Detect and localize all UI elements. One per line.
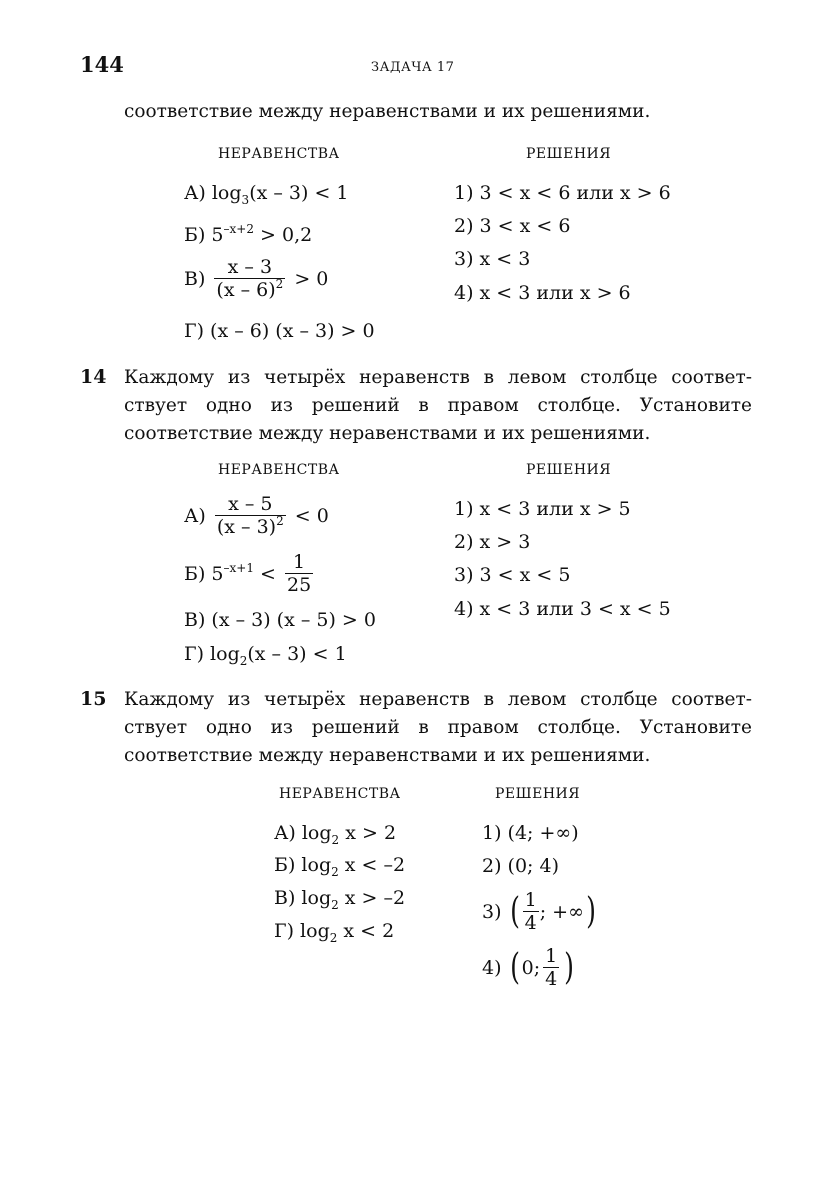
- text-line: Каждому из четырёх неравенств в левом столбце соответ-: [124, 367, 752, 388]
- text-line: ствует одно из решений в правом столбце. Установите: [124, 717, 752, 738]
- text-line: соответствие между неравенствами и их решениями.: [124, 423, 651, 444]
- t15-ineq-v: В) $\log_2 x > -2$: [274, 887, 406, 912]
- task14-statement: [124, 364, 752, 448]
- fraction: $\frac{1}{4}$: [524, 889, 537, 934]
- t13-solution-2: 2) 3 < x < 6: [454, 215, 571, 237]
- t13-solution-4: 4) x < 3 или x > 6: [454, 282, 631, 304]
- solutions-header: РЕШЕНИЯ: [526, 146, 612, 162]
- right-paren: ): [564, 947, 575, 988]
- t14-solution-2: 2) x > 3: [454, 531, 531, 553]
- t15-solution-2: 2) (0; 4): [482, 855, 559, 877]
- t14-solution-4: 4) x < 3 или 3 < x < 5: [454, 598, 671, 620]
- t14-ineq-v: В) (x – 3) (x – 5) > 0: [184, 609, 376, 631]
- task14-number: 14: [80, 366, 107, 388]
- fraction: $\frac{1}{25}$: [287, 551, 312, 596]
- t15-ineq-g: Г) $\log_2 x < 2$: [274, 920, 395, 945]
- t14-solution-1: 1) x < 3 или x > 5: [454, 498, 631, 520]
- fraction: $\frac{x - 5}{(x - 3)^2}$: [216, 493, 284, 538]
- t15-ineq-a: А) $\log_2 x > 2$: [274, 822, 397, 847]
- right-paren: ): [586, 891, 596, 932]
- t14-ineq-b: Б) $5^{-x+1}$ < $\frac{1}{25}$: [184, 551, 312, 596]
- t15-ineq-b: Б) $\log_2 x < -2$: [274, 854, 406, 879]
- solutions-header: РЕШЕНИЯ: [526, 462, 612, 478]
- left-paren: (: [509, 947, 520, 988]
- text-line: соответствие между неравенствами и их решениями.: [124, 101, 651, 122]
- t13-ineq-b: Б) $5^{-x+2} > 0,2$: [184, 222, 313, 246]
- text-line: ствует одно из решений в правом столбце. Установите: [124, 395, 752, 416]
- left-paren: (: [509, 891, 520, 932]
- inequalities-header: НЕРАВЕНСТВА: [279, 786, 401, 802]
- text-line: соответствие между неравенствами и их решениями.: [124, 745, 651, 766]
- task15-number: 15: [80, 688, 107, 710]
- task13-continuation: [124, 98, 752, 126]
- t15-solution-3: 3) ( $\frac{1}{4}$ ; +∞): [482, 889, 596, 934]
- t15-solution-4: 4) ( 0; $\frac{1}{4}$ ): [482, 945, 575, 990]
- inequalities-header: НЕРАВЕНСТВА: [218, 146, 340, 162]
- fraction: $\frac{x - 3}{(x - 6)^2}$: [216, 256, 284, 301]
- t13-solution-3: 3) x < 3: [454, 248, 531, 270]
- t13-ineq-v: В) $\frac{x - 3}{(x - 6)^2}$ > 0: [184, 256, 329, 301]
- t13-solution-1: 1) 3 < x < 6 или x > 6: [454, 182, 671, 204]
- t14-ineq-a: А) $\frac{x - 5}{(x - 3)^2}$ < 0: [184, 493, 329, 538]
- t14-solution-3: 3) 3 < x < 5: [454, 564, 571, 586]
- t13-ineq-a: А) $\log_3(x - 3) < 1$: [184, 182, 349, 207]
- text-line: Каждому из четырёх неравенств в левом столбце соответ-: [124, 689, 752, 710]
- page-number: 144: [80, 52, 124, 77]
- solutions-header: РЕШЕНИЯ: [495, 786, 581, 802]
- fraction: $\frac{1}{4}$: [545, 945, 558, 990]
- inequalities-header: НЕРАВЕНСТВА: [218, 462, 340, 478]
- running-title: ЗАДАЧА 17: [371, 60, 455, 75]
- t14-ineq-g: Г) $\log_2(x - 3) < 1$: [184, 643, 347, 668]
- t13-ineq-g: Г) (x – 6) (x – 3) > 0: [184, 320, 375, 342]
- t15-solution-1: 1) (4; +∞): [482, 822, 579, 844]
- task15-statement: [124, 686, 752, 770]
